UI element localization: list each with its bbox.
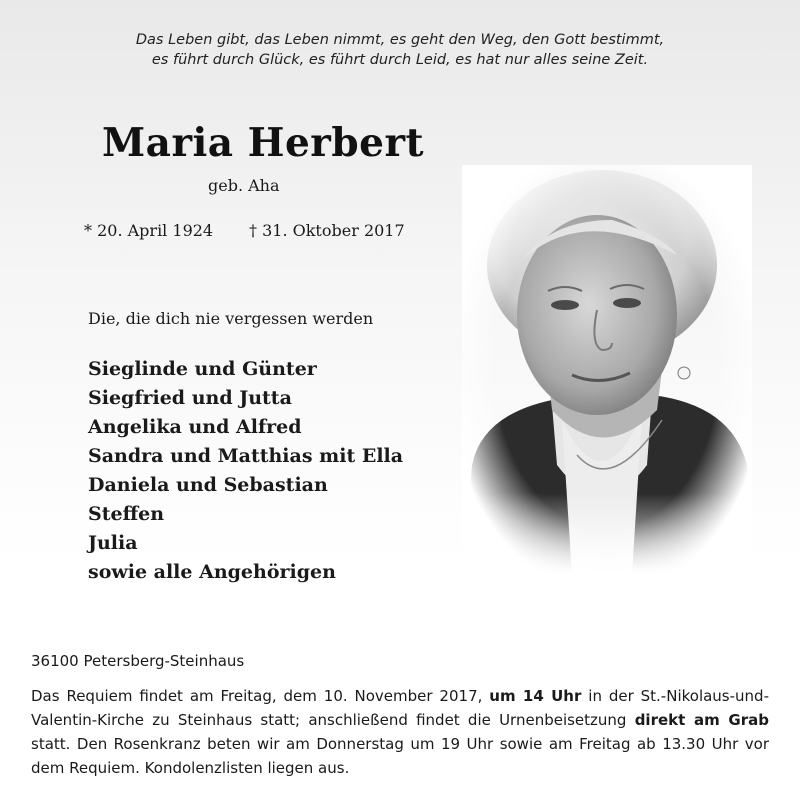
mourners-intro: Die, die dich nie vergessen werden	[88, 309, 374, 328]
mourner: sowie alle Angehörigen	[88, 561, 336, 583]
poem-line-2: es führt durch Glück, es führt durch Leid, es hat nur alles seine Zeit.	[151, 52, 649, 68]
deceased-name: Maria Herbert	[102, 120, 425, 166]
birth-date: * 20. April 1924	[84, 221, 214, 240]
mourner: Siegfried und Jutta	[88, 387, 292, 409]
mourner: Angelika und Alfred	[88, 416, 302, 438]
service-notice	[31, 684, 769, 780]
notice-text: statt. Den Rosenkranz beten wir am Donnerstag um 19 Uhr sowie am Freitag ab 13.30 Uhr vor dem Requiem. Kondolenzlisten liegen aus.	[31, 735, 769, 777]
mourners-list	[88, 355, 403, 587]
mourner: Sandra und Matthias mit Ella	[88, 445, 404, 467]
mourner: Sieglinde und Günter	[88, 358, 317, 380]
birth-name: geb. Aha	[208, 176, 280, 195]
death-date: † 31. Oktober 2017	[249, 221, 405, 240]
mourner: Daniela und Sebastian	[88, 474, 328, 496]
notice-text: Das Requiem findet am Freitag, dem 10. November 2017,	[31, 687, 490, 705]
notice-grave: direkt am Grab	[634, 711, 769, 729]
mourner: Steffen	[88, 503, 165, 525]
poem	[0, 30, 800, 70]
notice-time: um 14 Uhr	[489, 687, 582, 705]
place: 36100 Petersberg-Steinhaus	[31, 652, 245, 670]
mourner: Julia	[88, 532, 138, 554]
notice-text: in der St.-Nikolaus-und-Valentin-Kirche zu Steinhaus statt; anschließend findet die Urnenbeisetzung	[31, 687, 769, 729]
poem-line-1: Das Leben gibt, das Leben nimmt, es geht den Weg, den Gott bestimmt,	[135, 32, 665, 48]
portrait-photo	[462, 165, 752, 575]
